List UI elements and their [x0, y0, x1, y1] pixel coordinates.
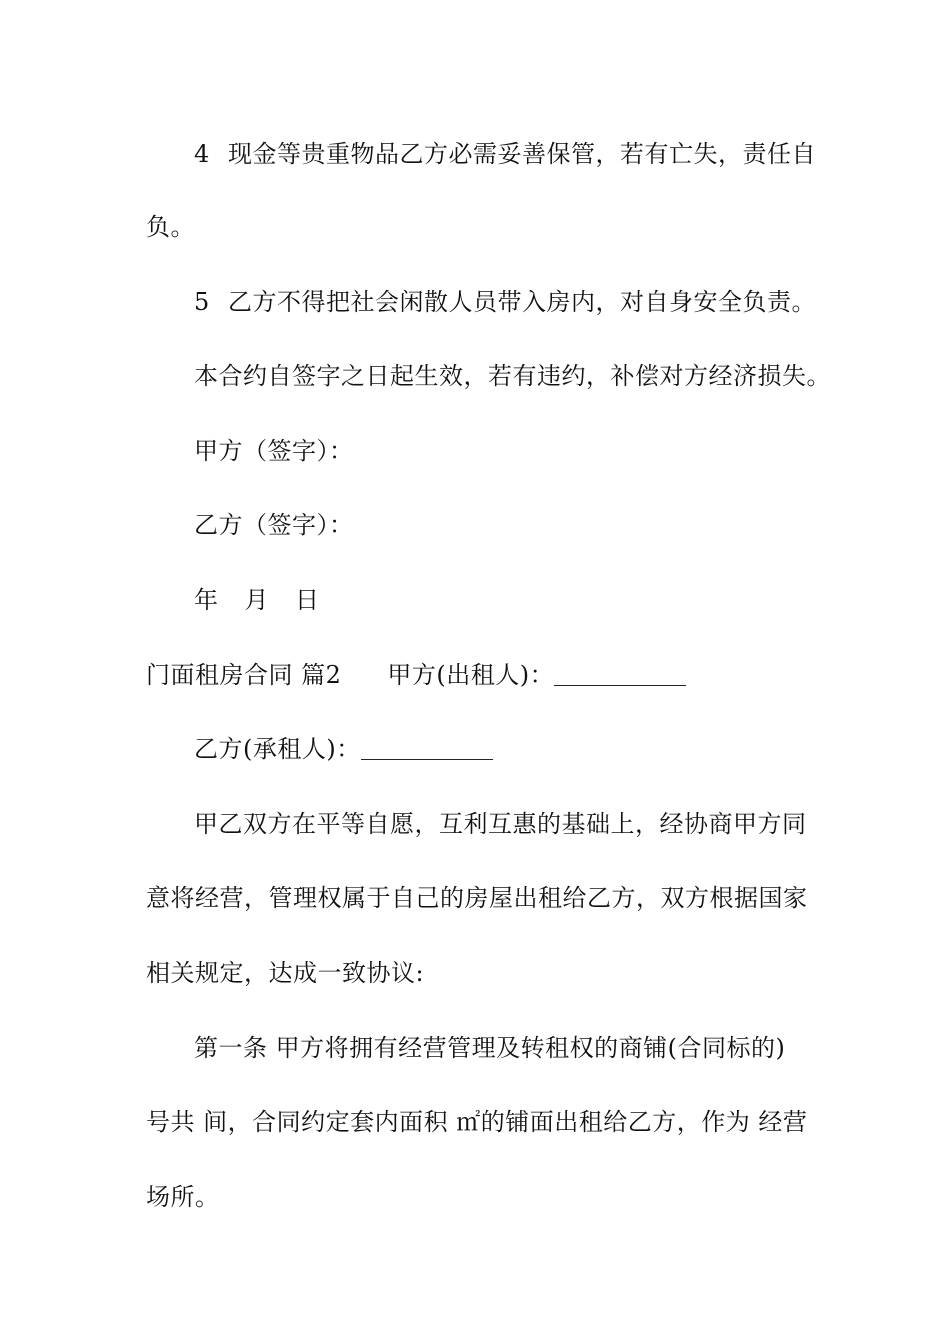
party-b-blank-line: [361, 737, 493, 760]
item-4-text: 现金等贵重物品乙方必需妥善保管，若有亡失，责任自: [228, 140, 816, 168]
effect-clause: 本合约自签字之日起生效，若有违约，补偿对方经济损失。: [194, 362, 831, 390]
item-4-line-1: [194, 139, 816, 169]
article-1-line-3: 场所。: [146, 1183, 220, 1211]
item-5-line: [194, 287, 816, 317]
party-a-lessor-label: 甲方(出租人)：: [387, 661, 555, 689]
item-5-number: 5: [194, 288, 210, 316]
para-1-line-3: 相关规定，达成一致协议:: [146, 959, 425, 987]
contract-2-header-line: [146, 660, 686, 690]
para-1-line-2: 意将经营，管理权属于自己的房屋出租给乙方，双方根据国家: [146, 884, 808, 912]
party-a-signature: 甲方（签字）：: [194, 437, 354, 465]
article-1-line-1: 第一条 甲方将拥有经营管理及转租权的商铺(合同标的): [194, 1034, 786, 1062]
date-day: 日: [295, 586, 320, 614]
party-a-blank-line: [554, 663, 686, 686]
contract-2-title: 门面租房合同 篇2: [146, 661, 342, 689]
party-b-lessee-line: [194, 734, 493, 764]
date-year: 年: [194, 586, 219, 614]
date-month: 月: [244, 586, 269, 614]
item-5-text: 乙方不得把社会闲散人员带入房内，对自身安全负责。: [228, 288, 816, 316]
article-1-line-2: 号共 间，合同约定套内面积 ㎡的铺面出租给乙方，作为 经营: [146, 1108, 808, 1136]
party-b-signature: 乙方（签字）：: [194, 511, 354, 539]
party-b-lessee-label: 乙方(承租人)：: [194, 735, 361, 763]
item-4-number: 4: [194, 140, 210, 168]
para-1-line-1: 甲乙双方在平等自愿，互利互惠的基础上，经协商甲方同: [194, 810, 807, 838]
signature-date: [194, 585, 320, 615]
item-4-line-2: 负。: [146, 213, 195, 241]
